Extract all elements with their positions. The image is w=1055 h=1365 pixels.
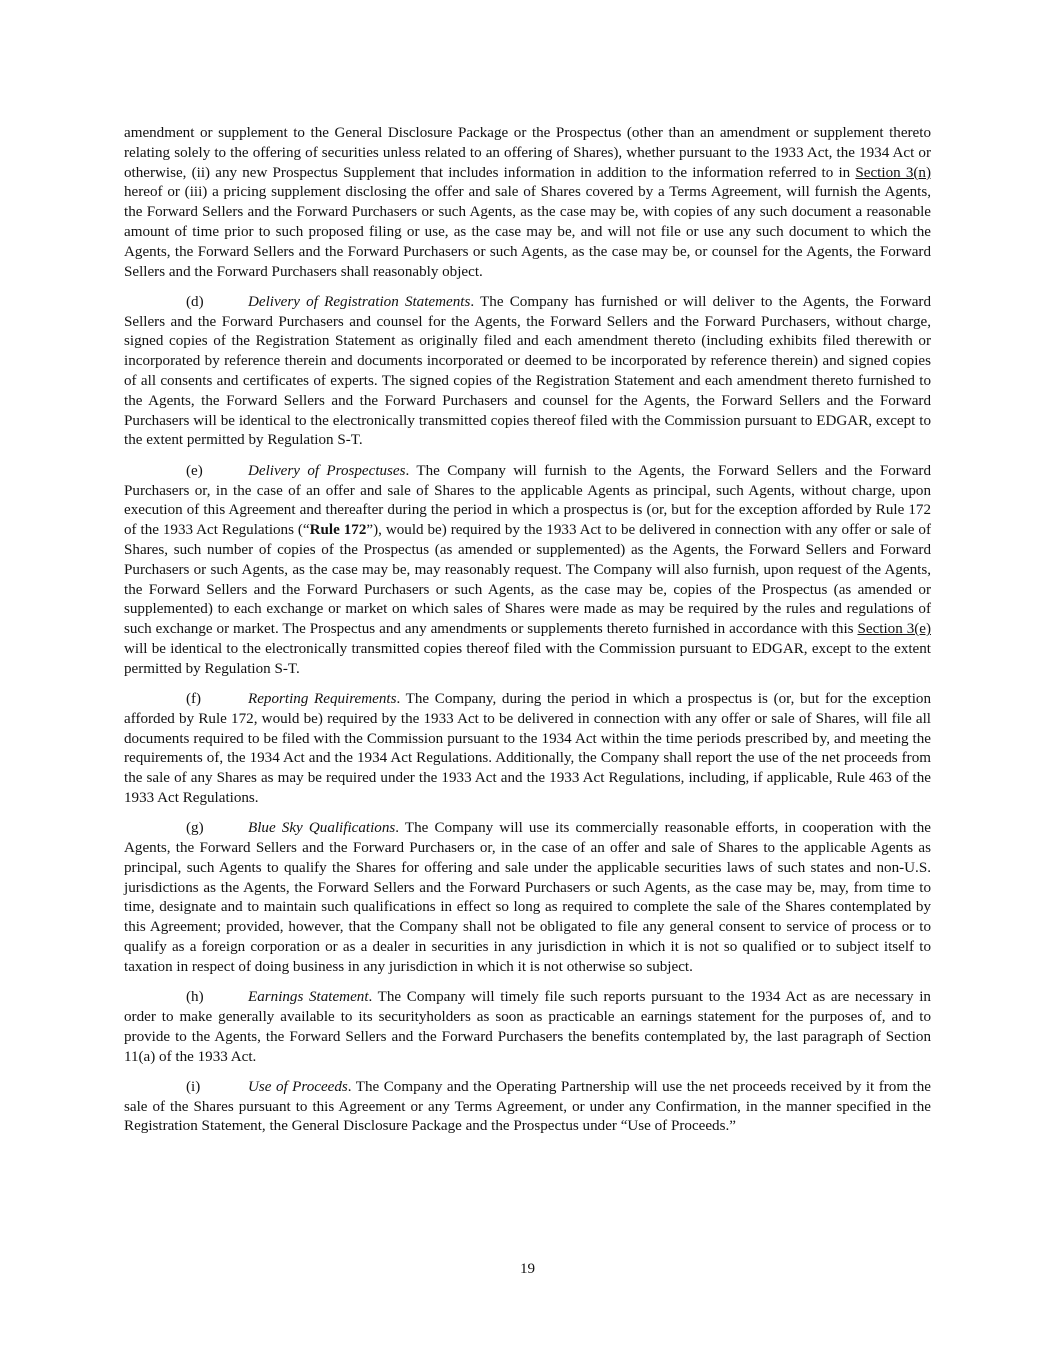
paragraph-label: (f) (186, 691, 202, 708)
text: . The Company, during the period in which a prospectus is (or, but for the exception afforded by Rule 172, would be) required by the 1933 Act to be delivered in connection with any offer or sale of Shares, will file all documents required to be filed with the Commission pursuant to the 1934 Act within the time periods prescribed by, and meeting the requirements of, the 1934 Act and the 1934 Act Regulations. Additionally, the Company shall report the use of the net proceeds from the sale of any Shares as may be required under the 1933 Act and the 1933 Act Regulations, including, if applicable, Rule 463 of the 1933 Act Regulations. (124, 691, 931, 806)
paragraph-f (124, 690, 931, 809)
paragraph-label: (g) (186, 820, 204, 837)
paragraph-label: (d) (186, 293, 204, 310)
document-page (124, 124, 931, 1148)
paragraph-h (124, 988, 931, 1067)
paragraph-heading: Use of Proceeds (248, 1078, 348, 1095)
paragraph-d (124, 293, 931, 451)
page-number: 19 (519, 1261, 536, 1277)
text: ”), would be) required by the 1933 Act to be delivered in connection with any offer or sale of Shares, such number of copies of the Prospectus (as amended or supplemented) as the Agents, the Forward Sellers and Forward Purchasers or such Agents, as the case may be, may reasonably request. The Company will also furnish, upon request of the Agents, the Forward Sellers and the Forward Purchasers or such Agents, as the case may be, copies of the Prospectus (as amended or supplemented) to each exchange or market on which sales of Shares were made as may be required by the rules and regulations of such exchange or market. The Prospectus and any amendments or supplements thereto furnished in accordance with this (124, 522, 931, 638)
paragraph-heading: Reporting Requirements (248, 691, 397, 708)
text: . The Company will use its commercially reasonable efforts, in cooperation with the Agents, the Forward Sellers and the Forward Purchasers or, in the case of an offer and sale of Shares to the applicable Agents as principal, such Agents to qualify the Shares for offering and sale under the applicable securities laws of such states and non-U.S. jurisdictions as the Agents, the Forward Sellers and the Forward Purchasers or such Agents, as the case may be, may, from time to time, designate and to maintain such qualifications in effect so long as required to complete the sale of the Shares contemplated by this Agreement; provided, however, that the Company shall not be obligated to file any general consent to service of process or to qualify as a foreign corporation or as a dealer in securities in any jurisdiction in which it is not so qualified or to subject itself to taxation in respect of doing business in any jurisdiction in which it is not otherwise so subject. (124, 820, 932, 975)
paragraph-c-continued (124, 124, 931, 282)
text: . The Company will timely file such reports pursuant to the 1934 Act as are necessary in order to make generally available to its securityholders as soon as practicable an earnings statement for the purposes of, and to provide to the Agents, the Forward Sellers and the Forward Purchasers the benefits contemplated by, the last paragraph of Section 11(a) of the 1933 Act. (124, 989, 931, 1065)
paragraph-heading: Blue Sky Qualifications (248, 820, 396, 837)
text: amendment or supplement to the General Disclosure Package or the Prospectus (other than an amendment or supplement thereto relating solely to the offering of securities unless related to an offering of Shares), whether pursuant to the 1933 Act, the 1934 Act or otherwise, (ii) any new Prospectus Supplement that includes information in addition to the information referred to in (124, 125, 931, 181)
paragraph-label: (e) (186, 462, 203, 479)
section-reference: Section 3(n) (855, 164, 931, 181)
paragraph-i (124, 1078, 931, 1137)
paragraph-heading: Delivery of Registration Statements (248, 293, 471, 310)
paragraph-e (124, 462, 931, 680)
text: . The Company will furnish to the Agents, the Forward Sellers and the Forward Purchasers or, in the case of an offer and sale of Shares to the applicable Agents as principal, such Agents, without charge, upon execution of this Agreement and thereafter during the period in which a prospectus is (or, but for the exception afforded by Rule 172 of the 1933 Act Regulations (“ (124, 462, 931, 539)
paragraph-label: (h) (186, 989, 204, 1006)
text: hereof or (iii) a pricing supplement disclosing the offer and sale of Shares covered by a Terms Agreement, will furnish the Agents, the Forward Sellers and the Forward Purchasers or such Agents, as the case may be, with copies of any such document a reasonable amount of time prior to such proposed filing or use, as the case may be, and will not file or use any such document to which the Agents, the Forward Sellers and the Forward Purchasers or such Agents, as the case may be, or counsel for the Agents, the Forward Sellers and the Forward Purchasers shall reasonably object. (124, 184, 931, 280)
text: will be identical to the electronically transmitted copies thereof filed with the Commission pursuant to EDGAR, except to the extent permitted by Regulation S-T. (124, 640, 931, 677)
defined-term: Rule 172 (309, 522, 367, 539)
paragraph-g (124, 819, 931, 977)
paragraph-label: (i) (186, 1078, 201, 1095)
text: . The Company has furnished or will deliver to the Agents, the Forward Sellers and the Forward Purchasers and counsel for the Agents, the Forward Sellers and the Forward Purchasers, without charge, signed copies of the Registration Statement as originally filed and each amendment thereto (including exhibits filed therewith or incorporated by reference therein and documents incorporated or deemed to be incorporated by reference therein) and signed copies of all consents and certificates of experts. The signed copies of the Registration Statement and each amendment thereto furnished to the Agents, the Forward Sellers and the Forward Purchasers and counsel for the Agents, the Forward Sellers and the Forward Purchasers will be identical to the electronically transmitted copies thereof filed with the Commission pursuant to EDGAR, except to the extent permitted by Regulation S-T. (124, 293, 931, 449)
text: . The Company and the Operating Partnership will use the net proceeds received by it from the sale of the Shares pursuant to this Agreement or any Terms Agreement, or under any Confirmation, in the manner specified in the Registration Statement, the General Disclosure Package and the Prospectus under “Use of Proceeds.” (124, 1078, 931, 1135)
paragraph-heading: Earnings Statement (248, 989, 369, 1006)
section-reference: Section 3(e) (857, 621, 931, 638)
paragraph-heading: Delivery of Prospectuses (248, 462, 406, 479)
